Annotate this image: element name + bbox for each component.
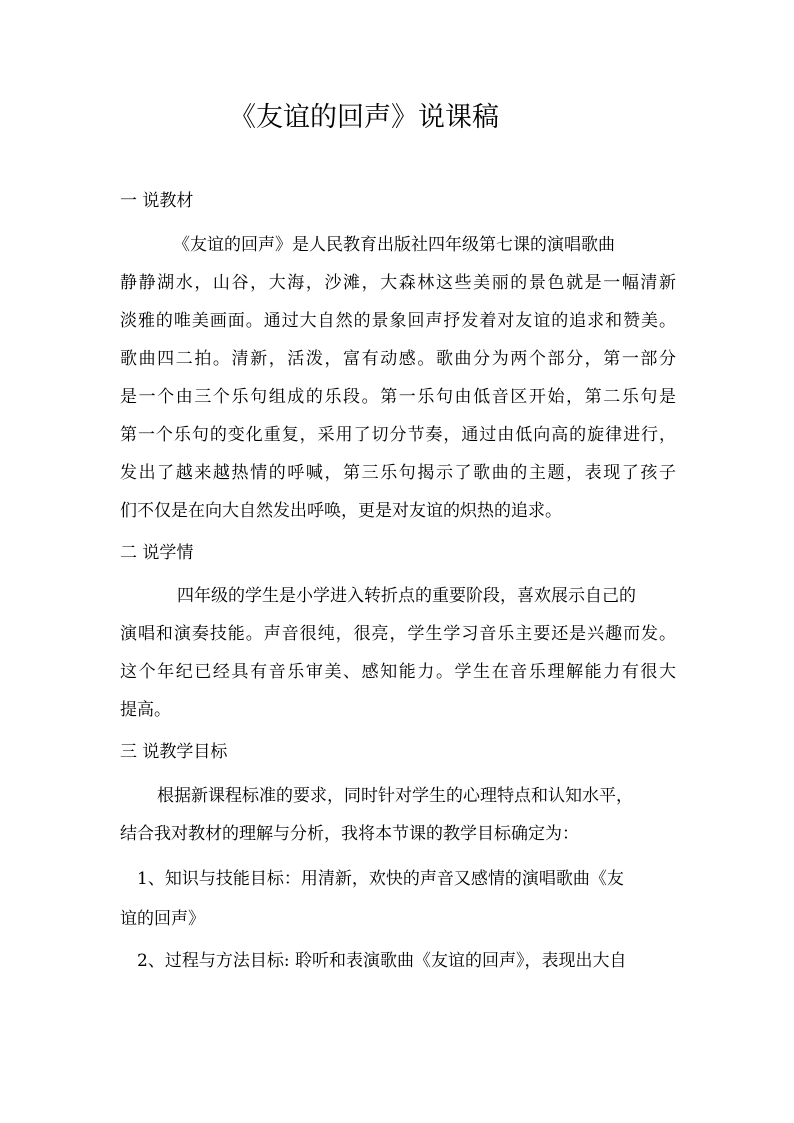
- paragraph-line: 这个年纪已经具有音乐审美、感知能力。学生在音乐理解能力有很大: [120, 662, 676, 682]
- paragraph-line: 演唱和演奏技能。声音很纯，很亮，学生学习音乐主要还是兴趣而发。: [120, 624, 676, 644]
- paragraph-line: 提高。: [120, 700, 171, 720]
- paragraph-line: 《友谊的回声》是人民教育出版社四年级第七课的演唱歌曲: [173, 235, 615, 255]
- paragraph-line: 四年级的学生是小学进入转折点的重要阶段，喜欢展示自己的: [177, 586, 636, 606]
- page-title: 《友谊的回声》说课稿: [229, 102, 499, 133]
- section-heading-textbook: 一 说教材: [120, 191, 194, 211]
- paragraph-line: 静静湖水，山谷，大海，沙滩，大森林这些美丽的景色就是一幅清新: [120, 273, 676, 293]
- paragraph-line: 结合我对教材的理解与分析，我将本节课的教学目标确定为：: [120, 824, 579, 844]
- goal-item: 2、过程与方法目标: 聆听和表演歌曲《友谊的回声》，表现出大自: [137, 951, 627, 971]
- goal-item: 1、知识与技能目标：用清新，欢快的声音又感情的演唱歌曲《友: [137, 869, 624, 889]
- section-heading-goals: 三 说教学目标: [120, 742, 228, 762]
- paragraph-line: 发出了越来越热情的呼喊，第三乐句揭示了歌曲的主题，表现了孩子: [120, 463, 676, 483]
- section-heading-students: 二 说学情: [120, 543, 194, 563]
- goal-item-continued: 谊的回声》: [120, 909, 205, 929]
- paragraph-line: 根据新课程标准的要求，同时针对学生的心理特点和认知水平，: [157, 786, 633, 806]
- paragraph-line: 淡雅的唯美画面。通过大自然的景象回声抒发着对友谊的追求和赞美。: [120, 311, 676, 331]
- paragraph-line: 是一个由三个乐句组成的乐段。第一乐句由低音区开始，第二乐句是: [120, 387, 676, 407]
- paragraph-line: 歌曲四二拍。清新，活泼，富有动感。歌曲分为两个部分，第一部分: [120, 349, 676, 369]
- paragraph-line: 们不仅是在向大自然发出呼唤，更是对友谊的炽热的追求。: [120, 501, 562, 521]
- paragraph-line: 第一个乐句的变化重复，采用了切分节奏，通过由低向高的旋律进行，: [120, 425, 676, 445]
